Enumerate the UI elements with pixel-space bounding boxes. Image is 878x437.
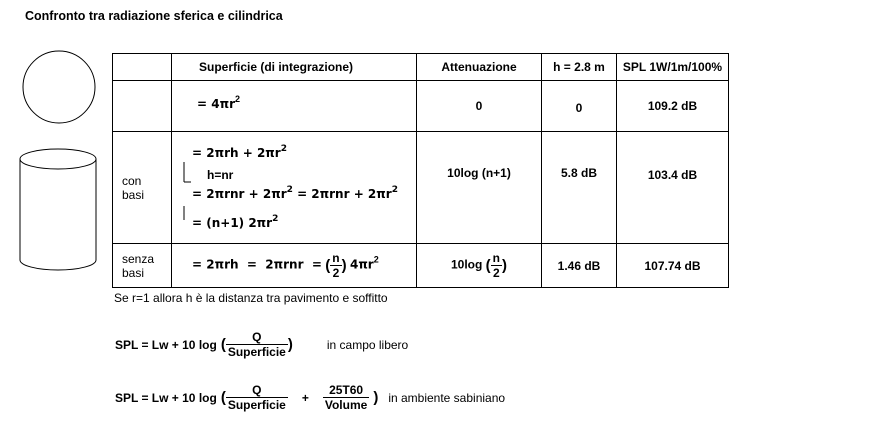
equation-sabine: SPL = Lw + 10 log ( $\frac{Q}{\text{Superficie}}$ + $\frac{25T60}{\text{Volume}}$ ) in ambiente sabiniano — [115, 383, 506, 412]
row-label-empty — [113, 81, 172, 132]
equation-free-field-label: in campo libero — [326, 337, 409, 352]
formula-senza-basi: = 2πrh = 2πrnr = ( $\frac{n}{2}$ ) $4\pi r^2$ — [172, 244, 417, 288]
table-row-con-basi — [113, 132, 729, 244]
equation-sabine-label: in ambiente sabiniano — [388, 390, 506, 405]
header-superficie: Superficie (di integrazione) — [172, 54, 417, 81]
spl-sphere: 109.2 dB — [617, 81, 729, 132]
attenuation-senza-basi: 10log ( $\frac{n}{2}$ ) — [417, 244, 542, 288]
formula-sphere: = $4\pi r^2$ — [172, 81, 417, 132]
attenuation-sphere: 0 — [417, 81, 542, 132]
row-label-con-basi: con basi — [113, 132, 172, 244]
fraction-n-over-2: $\frac{n}{2}$ — [332, 251, 340, 280]
table-header-row — [113, 54, 729, 81]
header-empty-cell — [113, 54, 172, 81]
header-spl: SPL 1W/1m/100% — [617, 54, 729, 81]
spl-senza-basi: 107.74 dB — [617, 244, 729, 288]
comparison-table — [112, 53, 729, 288]
row-label-senza-basi: senza basi — [113, 244, 172, 288]
attenuation-con-basi: 10log (n+1) — [417, 132, 542, 244]
cylinder-top-ellipse — [20, 149, 96, 169]
equation-free-field: SPL = Lw + 10 log ( $\frac{Q}{\text{Superficie}}$ ) in campo libero — [115, 330, 409, 359]
shapes-illustration — [15, 45, 105, 280]
spl-con-basi: 103.4 dB — [617, 132, 729, 244]
h-senza-basi: 1.46 dB — [542, 244, 617, 288]
table-row-senza-basi — [113, 244, 729, 288]
header-attenuazione: Attenuazione — [417, 54, 542, 81]
header-h: h = 2.8 m — [542, 54, 617, 81]
h-con-basi: 5.8 dB — [542, 132, 617, 244]
table-row-sphere — [113, 81, 729, 132]
note-text: Se r=1 allora h è la distanza tra pavimento e soffitto — [114, 291, 388, 305]
h-sphere: 0 — [542, 81, 617, 132]
cylinder-bottom-arc — [20, 260, 96, 270]
sphere-shape — [23, 51, 95, 123]
page-title: Confronto tra radiazione sferica e cilindrica — [25, 9, 283, 23]
formula-con-basi: = $2\pi rh + 2\pi r^2$ h=nr = $2\pi rnr + 2\pi r^2 = 2\pi rnr + 2\pi r^2$ = (n+1) $2\pi r^2$ — [172, 132, 417, 244]
